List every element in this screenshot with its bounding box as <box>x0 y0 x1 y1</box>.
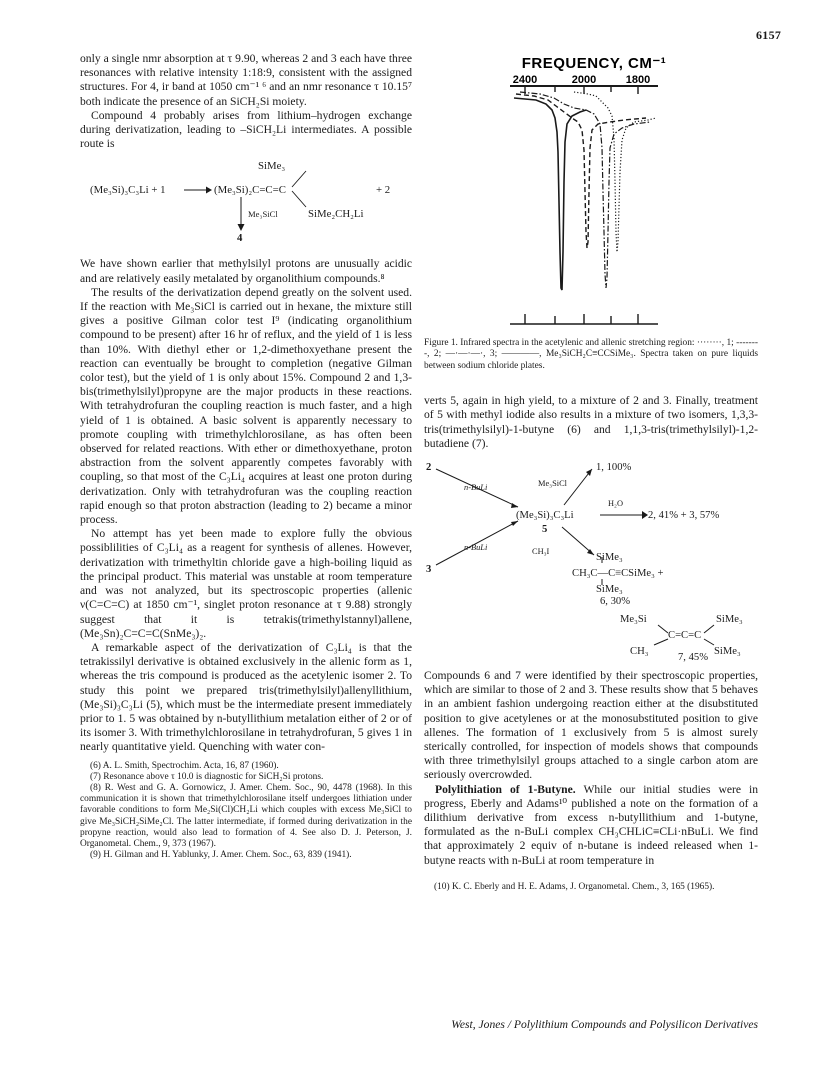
paragraph-text: While our initial studies were in progress, Eberly and Adams¹⁰ published a note on the formation of a dilithium derivative from excess n-butyllithium and 1-butyne, formulated as the n-BuLi complex CH₃CHLiC≡CLi·nBuLi. We find that approximately 2 equiv of n-butane is indeed released when 1-butyne reacts with n-BuLi at room temperature in <box>424 782 758 867</box>
scheme-product-label: 7, 45% <box>678 652 709 664</box>
figure-title: FREQUENCY, CM⁻¹ <box>521 55 667 72</box>
down-arrow <box>236 197 246 231</box>
spectrum-trace-dashed <box>516 94 646 248</box>
paragraph: The results of the derivatization depend greatly on the solvent used. If the reaction with Me₃SiCl is carried out in hexane, the mixture still gives a positive Gilman color test I⁹ (indicating organolithium compound to be present) after 16 hr of reflux, and the yield of 1 is less than 10%. With diethyl ether or 1,2-dimethoxyethane present the reaction can eventually be brought to completion (negative Gilman color test), but the yield of 1 is only about 15%. Compound 2 and 1,3-bis(trimethylsilyl)propyne are the major products in these reactions. With tetrahydrofuran the coupling reaction is much faster, and a high yield of 1 is obtained. A basic solvent is apparently necessary to promote coupling with trimethylchlorosilane, as has often been observed for related reactions. With ether or dimethoxyethane, proton abstraction from the solvent apparently competes favorably with coupling, so that most of the C₃Li₄ acquires at least one proton during derivatization. Only with tetrahydrofuran was the coupling reaction rapid enough so that proton abstraction (leading to 2) became a minor process. <box>80 285 412 527</box>
scheme-start: 2 <box>426 462 432 474</box>
scheme-substituent: SiMe₃ <box>716 614 743 626</box>
footnote: (10) K. C. Eberly and H. E. Adams, J. Organometal. Chem., 3, 165 (1965). <box>434 881 715 892</box>
paragraph: We have shown earlier that methylsilyl protons are unusually acidic and are relatively easily metalated by organolithium compounds.⁸ <box>80 257 412 285</box>
spectrum-trace-solid <box>514 98 586 290</box>
paragraph <box>424 783 758 868</box>
scheme-intermediate: (Me₃Si)₃C₃Li <box>516 510 574 522</box>
scheme-intermediate-number: 5 <box>542 524 548 536</box>
footnotes <box>424 882 758 893</box>
footnote: (8) R. West and G. A. Gornowicz, J. Amer. Chem. Soc., 90, 4478 (1968). In this communication it is shown that trimethylchlorosilane itself undergoes lithiation under favorable conditions to form Me₂Si(Cl)CH₂Li which couples with excess Me₃SiCl to give Me₃SiCH₂SiMe₂Cl. The latter intermediate, if formed during derivatization in the propyne reaction, would also lead to formation of 4. See also D. J. Peterson, J. Organometal. Chem., 9, 373 (1967). <box>80 782 412 849</box>
scheme-reagent: Me₃SiCl <box>248 209 278 220</box>
scheme-arrows <box>424 455 758 663</box>
scheme-substituent: SiMe₃ <box>596 584 623 596</box>
scheme-substituent-top: SiMe₃ <box>258 160 286 173</box>
scheme-product: C=C=C <box>668 630 702 642</box>
scheme-reagent: Me₃SiCl <box>538 479 567 489</box>
tick-marks <box>525 86 638 324</box>
scheme-start: 3 <box>426 564 432 576</box>
scheme-product-label: 6, 30% <box>600 596 631 608</box>
paragraph: No attempt has yet been made to explore fully the obvious possiblilities of C₃Li₄ as a reagent for synthesis of allenes. However, derivatization with trimethyltin chloride gave a high-boiling liquid as the principal product. This material was unstable at room temperature and was not analyzed, but its spectroscopic properties (allenic ν(C=C=C) at 1850 cm⁻¹, singlet proton resonance at τ 9.88) strongly suggest that it is tetrakis(trimethylstannyl)allene, (Me₃Sn)₂C=C=C(SnMe₃)₂. <box>80 527 412 640</box>
scheme-substituent: CH₃ <box>630 646 649 658</box>
scheme-reagent: n-BuLi <box>464 483 488 493</box>
reaction-arrow <box>184 185 212 195</box>
paragraph: verts 5, again in high yield, to a mixture of 2 and 3. Finally, treatment of 5 with methyl iodide also results in a mixture of two isomers, 1,3,3-tris(trimethylsilyl)-1-butyne (6) and 1,1,3-tris(trimethylsilyl)-1,2-butadiene (7). <box>424 394 758 450</box>
running-footer: West, Jones / Polylithium Compounds and Polysilicon Derivatives <box>451 1018 758 1031</box>
reaction-scheme-1 <box>80 157 412 249</box>
scheme-product: 1, 100% <box>596 462 632 474</box>
scheme-reagent: CH₃I <box>532 547 550 557</box>
page-number: 6157 <box>756 28 782 42</box>
scheme-substituent: SiMe₃ <box>596 552 623 564</box>
paragraph: only a single nmr absorption at τ 9.90, whereas 2 and 3 each have three resonances with relative intensity 1:18:9, consistent with the assigned structures. For 4, ir band at 1050 cm⁻¹ ⁶ and an nmr resonance τ 10.15⁷ both indicate the presence of an SiCH₂Si moiety. <box>80 52 412 108</box>
scheme-substituent: SiMe₃ <box>714 646 741 658</box>
footnote: (7) Resonance above τ 10.0 is diagnostic for SiCH₂Si protons. <box>90 771 324 782</box>
scheme-product: 2, 41% + 3, 57% <box>648 510 720 522</box>
tick-label: 2400 <box>512 74 538 86</box>
paragraph: Compound 4 probably arises from lithium–hydrogen exchange during derivatization, leading to –SiCH₂Li intermediates. A possible route is <box>80 108 412 151</box>
reaction-scheme-2 <box>424 455 758 663</box>
ir-spectrum-plot <box>424 52 758 334</box>
footnote: (9) H. Gilman and H. Yablunky, J. Amer. Chem. Soc., 63, 839 (1941). <box>90 850 352 861</box>
scheme-substituent: Me₃Si <box>620 614 647 626</box>
section-heading: Polylithiation of 1-Butyne. <box>435 782 576 796</box>
paragraph: Compounds 6 and 7 were identified by their spectroscopic properties, which are similar to those of 2 and 3. These results show that 5 behaves in an ambient fashion undergoing reaction either at the disubstituted position to give acetylenes or at the monosubstituted position to give allenes. The formation of 1 exclusively from 5 is almost surely sterically controlled, for inspection of models shows that compounds with three trimethylsilyl groups attached to a single carbon atom are seriously overcrowded. <box>424 669 758 782</box>
left-column <box>80 52 412 861</box>
tick-label: 2000 <box>571 74 597 86</box>
scheme-reagent: n-BuLi <box>464 543 488 553</box>
scheme-reactant: (Me₃Si)₃C₃Li + 1 <box>90 184 166 197</box>
scheme-plus: + 2 <box>376 184 391 197</box>
footnote: (6) A. L. Smith, Spectrochim. Acta, 16, 87 (1960). <box>90 760 279 771</box>
right-column <box>424 52 758 893</box>
tick-label: 1800 <box>625 74 651 86</box>
footnotes <box>80 761 412 862</box>
figure-caption: Figure 1. Infrared spectra in the acetylenic and allenic stretching region: ········, 1; --------, 2; —·—·—·, 3; ————, Me₃SiCH₂C≡CCSiMe₃. Spectra taken on pure liquids between sodium chloride plates. <box>424 338 758 371</box>
ir-spectrum-figure <box>424 52 758 334</box>
scheme-substituent-bottom: SiMe₂CH₂Li <box>308 208 364 221</box>
scheme-compound-number: 4 <box>237 232 243 245</box>
scheme-reagent: H₂O <box>608 499 624 509</box>
paragraph: A remarkable aspect of the derivatization of C₃Li₄ is that the tetrakissilyl derivative is obtained exclusively in the allenic form as 1, whereas the tris compound is produced as the acetylenic isomer 2. To study this point we prepared tris(trimethylsilyl)allenyllithium, (Me₃Si)₃C₃Li (5), which must be the intermediate present immediately prior to 1. 5 was obtained by n-butyllithium metalation either of 2 or of its isomer 3. With trimethylchlorosilane in tetrahydrofuran, 5 gives 1 in nearly quantitative yield. Quenching with water con- <box>80 640 412 754</box>
scheme-product: CH₃C—C≡CSiMe₃ + <box>572 568 664 580</box>
scheme-product: (Me₃Si)₂C=C=C <box>214 184 286 197</box>
